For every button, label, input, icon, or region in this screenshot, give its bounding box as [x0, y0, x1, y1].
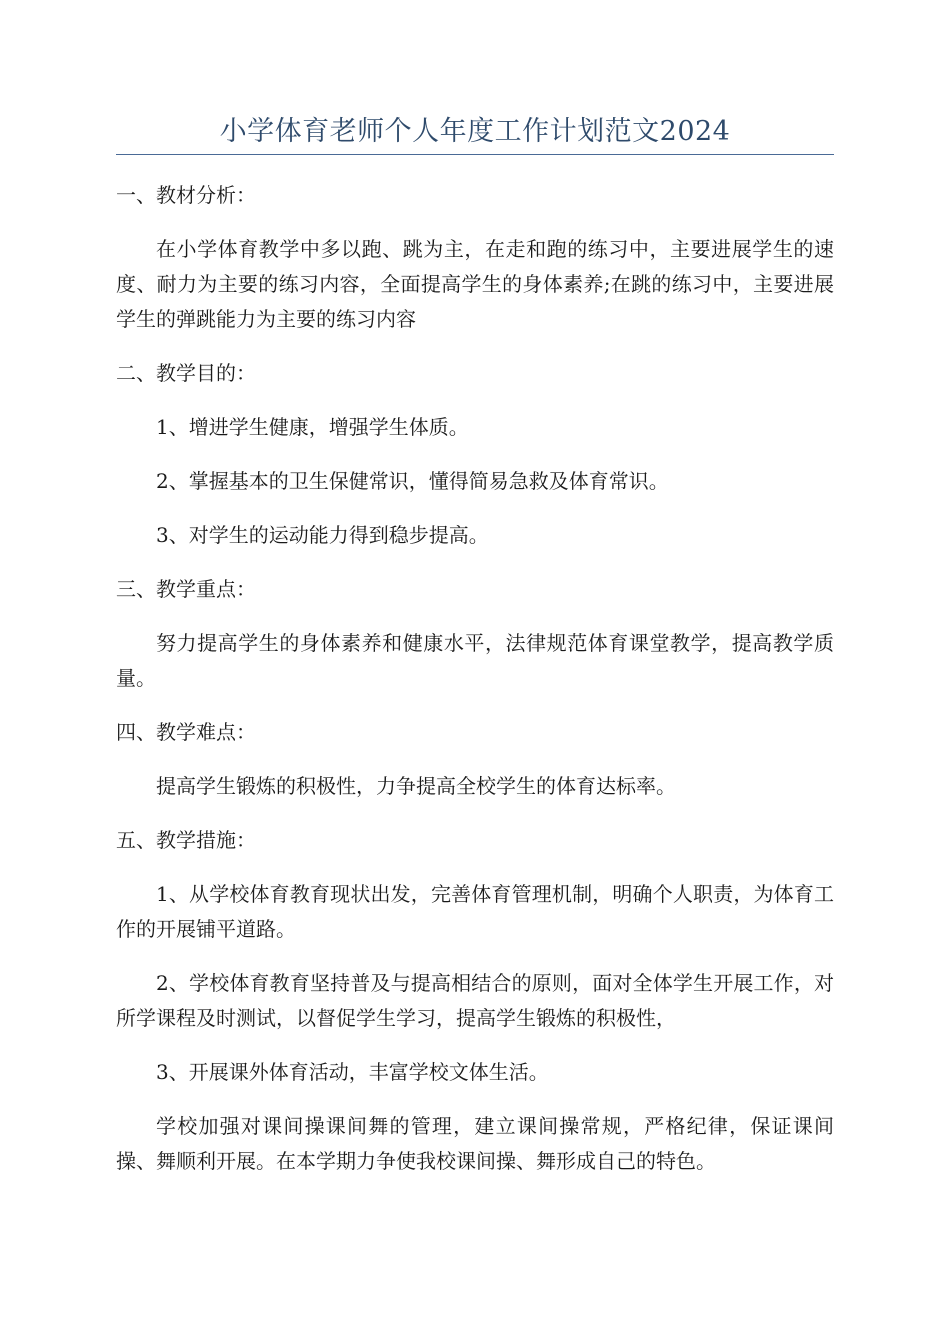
paragraph: 学校加强对课间操课间舞的管理，建立课间操常规，严格纪律，保证课间操、舞顺利开展。在本学期力争使我校课间操、舞形成自己的特色。 [116, 1114, 834, 1173]
list-item: 1、从学校体育教育现状出发，完善体育管理机制，明确个人职责，为体育工作的开展铺平道路。 [116, 882, 834, 941]
section-heading-3: 三、教学重点： [116, 577, 256, 601]
document-body [116, 178, 834, 1179]
section-heading-2: 二、教学目的： [116, 361, 256, 385]
document-title: 小学体育老师个人年度工作计划范文2024 [219, 116, 731, 147]
paragraph: 在小学体育教学中多以跑、跳为主，在走和跑的练习中，主要进展学生的速度、耐力为主要的练习内容，全面提高学生的身体素养;在跳的练习中，主要进展学生的弹跳能力为主要的练习内容 [116, 237, 834, 331]
section-heading-5: 五、教学措施： [116, 828, 256, 852]
title-underline [116, 154, 834, 155]
section-heading-4: 四、教学难点： [116, 720, 256, 744]
section-heading-1: 一、教材分析： [116, 183, 256, 207]
list-item: 2、掌握基本的卫生保健常识，懂得简易急救及体育常识。 [156, 469, 669, 493]
list-item: 3、对学生的运动能力得到稳步提高。 [156, 523, 489, 547]
paragraph: 努力提高学生的身体素养和健康水平，法律规范体育课堂教学，提高教学质量。 [116, 631, 834, 690]
list-item: 3、开展课外体育活动，丰富学校文体生活。 [156, 1060, 549, 1084]
list-item: 1、增进学生健康，增强学生体质。 [156, 415, 469, 439]
paragraph: 提高学生锻炼的积极性，力争提高全校学生的体育达标率。 [156, 774, 676, 798]
list-item: 2、学校体育教育坚持普及与提高相结合的原则，面对全体学生开展工作，对所学课程及时测试，以督促学生学习，提高学生锻炼的积极性， [116, 971, 834, 1030]
